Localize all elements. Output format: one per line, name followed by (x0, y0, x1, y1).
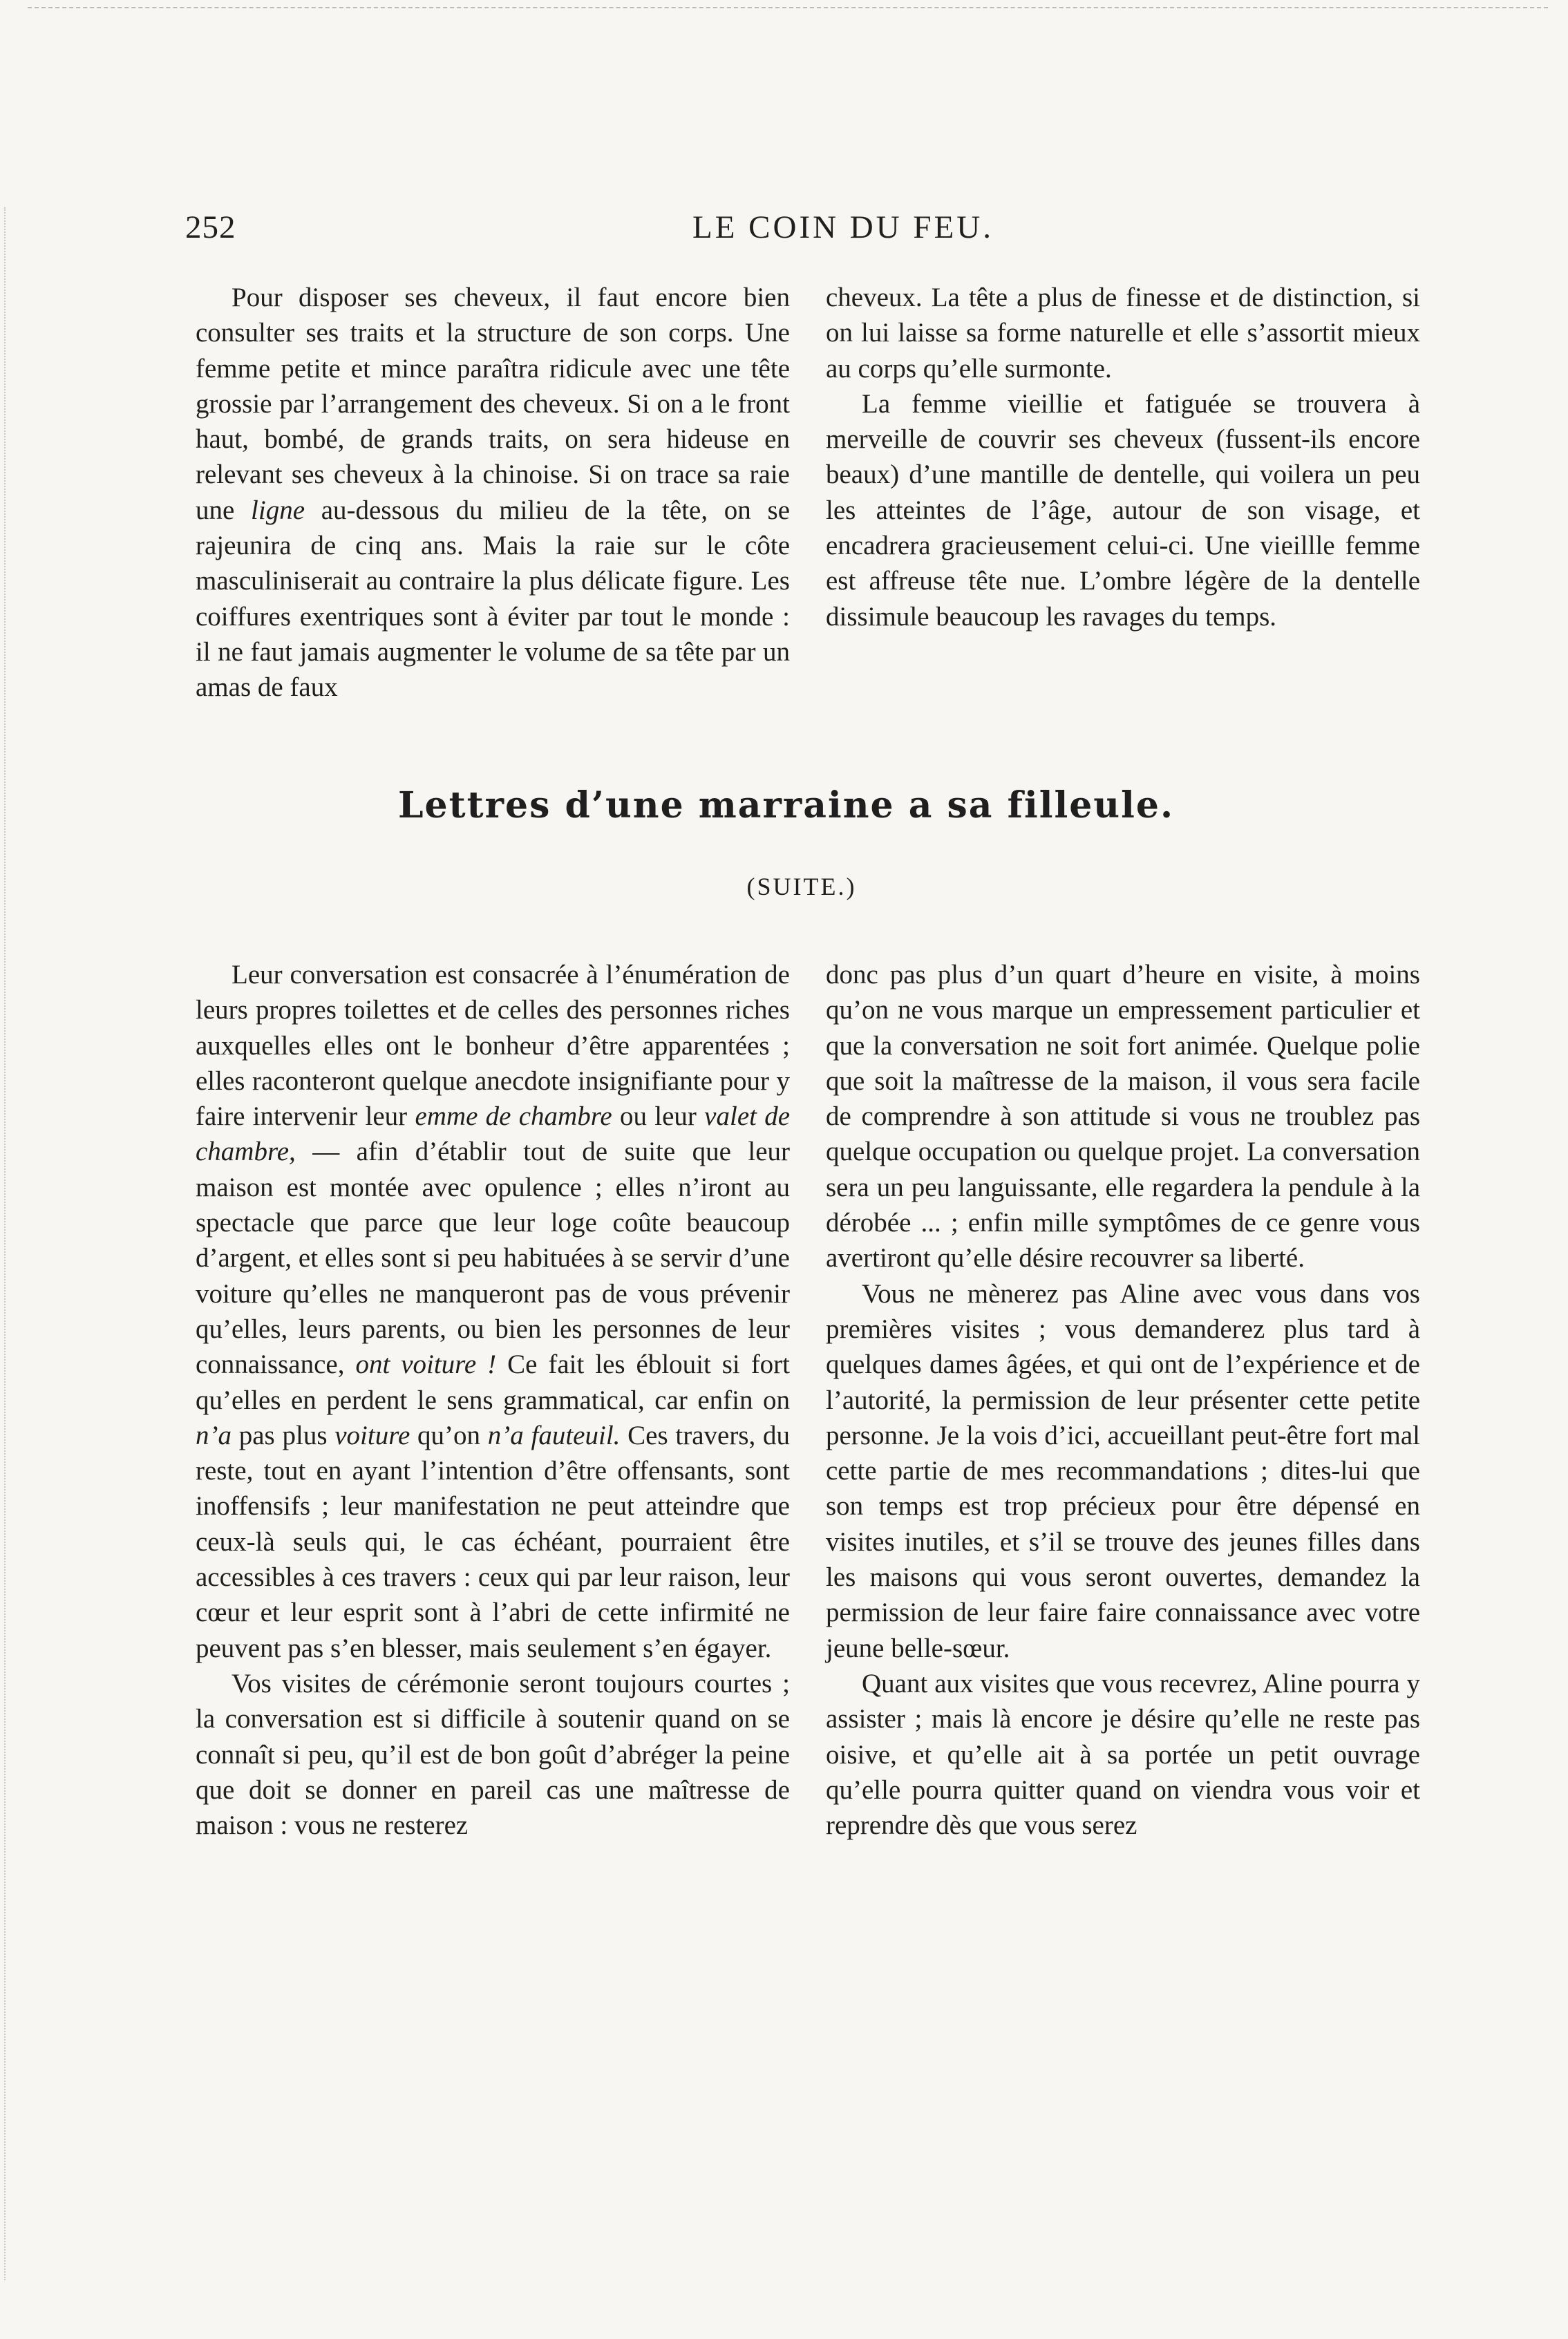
emphasis: emme de chambre (415, 1101, 612, 1132)
section-subtitle: (SUITE.) (746, 873, 857, 900)
emphasis: n’a (196, 1420, 232, 1450)
scan-top-edge (28, 7, 1548, 11)
emphasis: ont voiture ! (355, 1350, 497, 1380)
paragraph: Vous ne mènerez pas Aline avec vous dans vos premières visites ; vous demanderez plus tard à quelques dames âgées, et qui ont de l’expérience et de l’autorité, la permission de leur présenter cette petite personne. Je la vois d’ici, accueillant peut-être fort mal cette partie de mes recommandations ; dites-lui que son temps est trop précieux pour être dépensé en visites inutiles, et s’il se trouve des jeunes filles dans les maisons qui vous seront ouvertes, demandez la permission de leur faire faire connaissance avec votre jeune belle-sœur. (826, 1278, 1420, 1663)
emphasis: n’a fauteuil. (487, 1420, 621, 1450)
text-run: Ce fait les éblouit si fort qu’elles en perdent le sens grammatical, car enfin on (196, 1350, 791, 1415)
text-run: Ces travers, du reste, tout en ayant l’intention d’être offensants, sont inoffensifs ; leur manifestation ne peut atteindre que ceux-là seuls qui, le cas échéant, pourraient être accessibles à ces travers : ceux qui par leur raison, leur cœur et leur esprit sont à l’abri de cette infirmité ne peuvent pas s’en blesser, mais seulement s’en égayer. (196, 1420, 791, 1663)
emphasis: valet de chambre, (196, 1101, 791, 1167)
article1-right-column (826, 280, 1420, 634)
page-number: 252 (185, 209, 236, 245)
emphasis: voiture (334, 1420, 410, 1450)
paragraph: Vos visites de cérémonie seront toujours courtes ; la conversation est si difficile à soutenir quand on se connaît si peu, qu’il est de bon goût d’abréger la peine que doit se donner en pareil cas une maîtresse de maison : vous ne resterez (196, 1668, 790, 1841)
text-run: — afin d’établir tout de suite que leur maison est montée avec opulence ; elles n’iront au spectacle que parce que leur loge coûte beaucoup d’argent, et elles sont si peu habituées à se servir d’une voiture qu’elles ne manqueront pas de vous prévenir qu’elles, leurs parents, ou bien les personnes de leur connaissance, (196, 1137, 790, 1380)
paragraph: donc pas plus d’un quart d’heure en visite, à moins qu’on ne vous marque un empressement particulier et que la conversation ne soit fort animée. Quelque polie que soit la maîtresse de la maison, il vous sera facile de comprendre à son attitude si vous ne troublez pas quelque occupation ou quelque projet. La conversation sera un peu languissante, elle regardera la pendule à la dérobée ... ; enfin mille symptômes de ce genre vous avertiront qu’elle désire recouvrer sa liberté. (826, 960, 1420, 1273)
paragraph: Quant aux visites que vous recevrez, Aline pourra y assister ; mais là encore je désire qu’elle ne reste pas oisive, et qu’elle ait à sa portée un petit ouvrage qu’elle pourra quitter quand on viendra vous voir et reprendre dès que vous serez (826, 1668, 1420, 1841)
section-title: Lettres d’une marraine a sa filleule. (397, 784, 1175, 826)
scan-binding-edge (4, 207, 10, 2280)
paragraph (196, 280, 790, 706)
text-run: Pour disposer ses cheveux, il faut encore bien consulter ses traits et la structure de son corps. Une femme petite et mince paraîtra ridicule avec une tête grossie par l’arrangement des cheveux. Si on a le front haut, bombé, de grands traits, on sera hideuse en relevant ses cheveux à la chinoise. Si on trace sa raie une (196, 283, 790, 525)
running-head: LE COIN DU FEU. (692, 209, 994, 245)
emphasis: ligne (251, 495, 305, 525)
text-run: pas plus (238, 1420, 328, 1450)
paragraph (196, 957, 790, 1666)
paragraph: La femme vieillie et fatiguée se trouvera à merveille de couvrir ses cheveux (fussent-ils encore beaux) d’une mantille de dentelle, qui voilera un peu les atteintes de l’âge, autour de son visage, et encadrera gracieusement celui-ci. Une vieillle femme est affreuse tête nue. L’ombre légère de la dentelle dissimule beaucoup les ravages du temps. (826, 388, 1420, 632)
text-run: au-dessous du milieu de la tête, on se rajeunira de cinq ans. Mais la raie sur le côte masculiniserait au contraire la plus délicate figure. Les coiffures exentriques sont à éviter par tout le monde : il ne faut jamais augmenter le volume de sa tête par un amas de faux (196, 495, 791, 703)
article2-right-column (826, 957, 1420, 1843)
text-run: qu’on (417, 1420, 481, 1450)
text-run: Leur conversation est consacrée à l’énumération de leurs propres toilettes et de celles des personnes riches auxquelles elles ont le bonheur d’être apparentées ; elles raconteront quelque anecdote insignifiante pour y faire intervenir leur (196, 960, 790, 1132)
article1-left-column (196, 280, 790, 706)
text-run: ou leur (620, 1101, 697, 1132)
article2-left-column (196, 957, 790, 1843)
paragraph: cheveux. La tête a plus de finesse et de distinction, si on lui laisse sa forme naturelle et elle s’assortit mieux au corps qu’elle surmonte. (826, 283, 1420, 383)
